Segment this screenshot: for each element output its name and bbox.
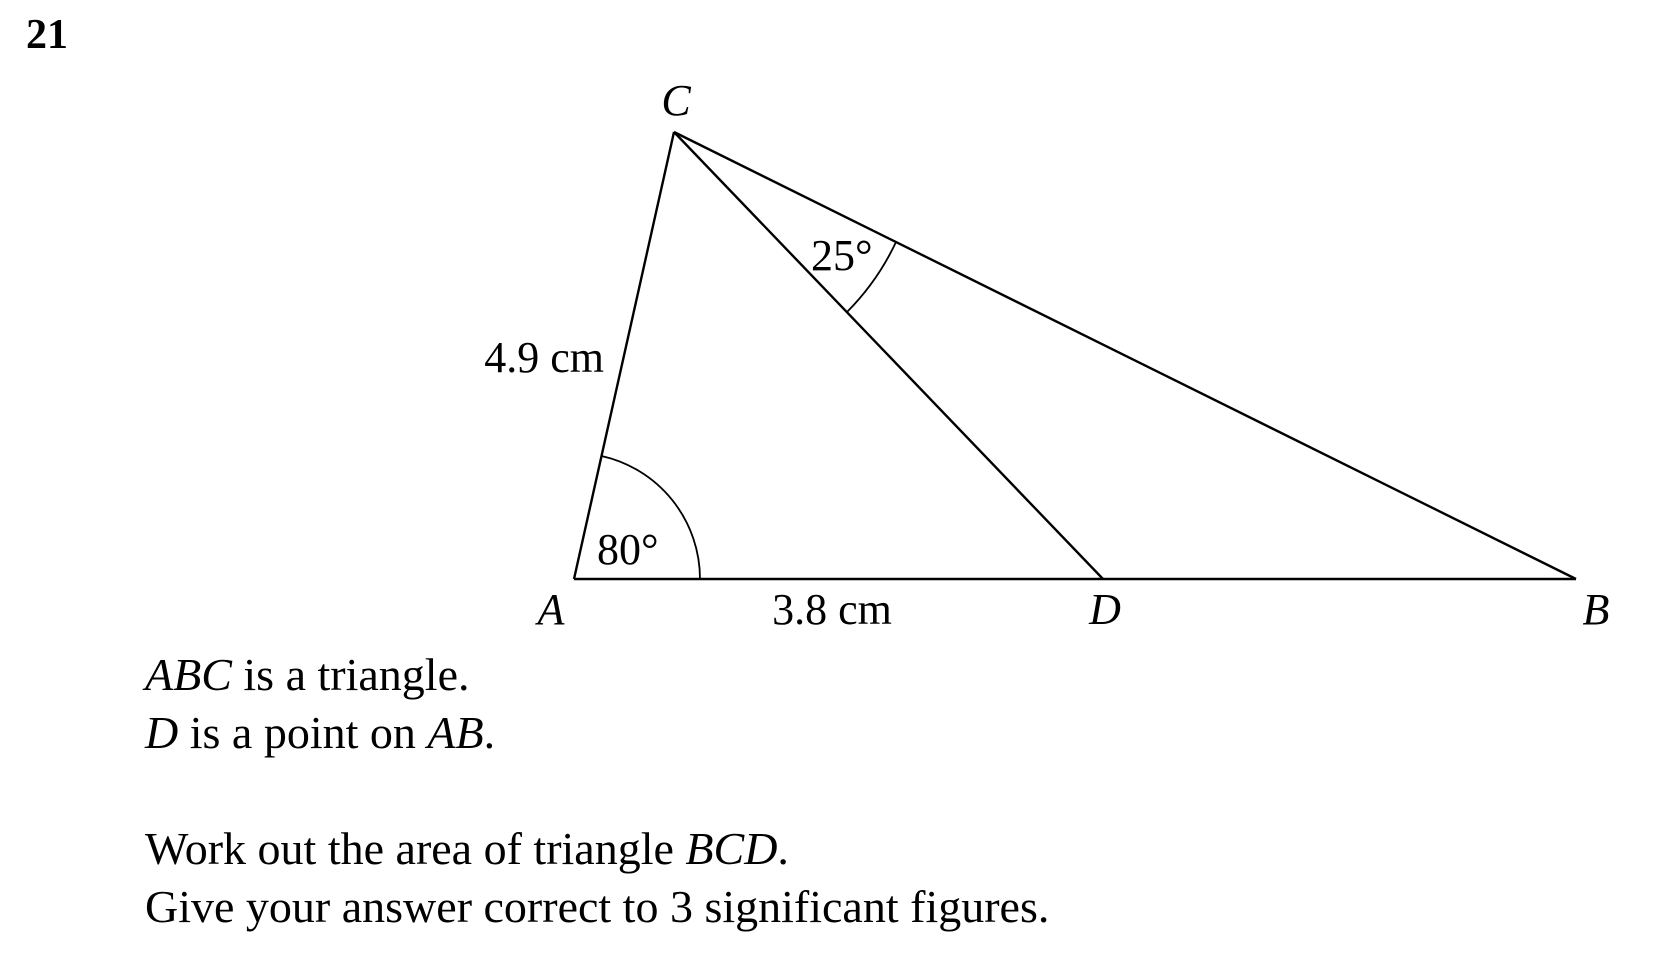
point-name: D: [145, 707, 179, 758]
statement-line-1: [145, 646, 495, 704]
statements: [145, 646, 495, 762]
question-number: 21: [26, 12, 68, 58]
task-1-end: .: [777, 823, 789, 874]
task-line-1: [145, 820, 1049, 878]
task-line-2: Give your answer correct to 3 significant figures.: [145, 881, 1050, 932]
statement-2-text: is a point on: [178, 707, 428, 758]
vertex-b-label: B: [1582, 585, 1610, 634]
side-ad-length: 3.8 cm: [772, 585, 892, 634]
segment-cd: [674, 132, 1103, 579]
angle-bcd-label: 25°: [811, 231, 873, 280]
triangle-name: ABC: [145, 649, 232, 700]
statement-2-end: .: [483, 707, 496, 758]
task: [145, 820, 1049, 936]
side-cb: [674, 132, 1576, 579]
statement-1-text: is a triangle.: [231, 649, 470, 700]
vertex-c-label: C: [661, 76, 691, 125]
angle-a-label: 80°: [597, 525, 659, 574]
vertex-d-label: D: [1089, 585, 1121, 634]
target-triangle: BCD: [685, 823, 778, 874]
side-ac-length: 4.9 cm: [484, 333, 604, 382]
vertex-a-label: A: [537, 585, 565, 634]
segment-name: AB: [427, 707, 484, 758]
task-1-text: Work out the area of triangle: [145, 823, 686, 874]
statement-line-2: [145, 704, 495, 762]
